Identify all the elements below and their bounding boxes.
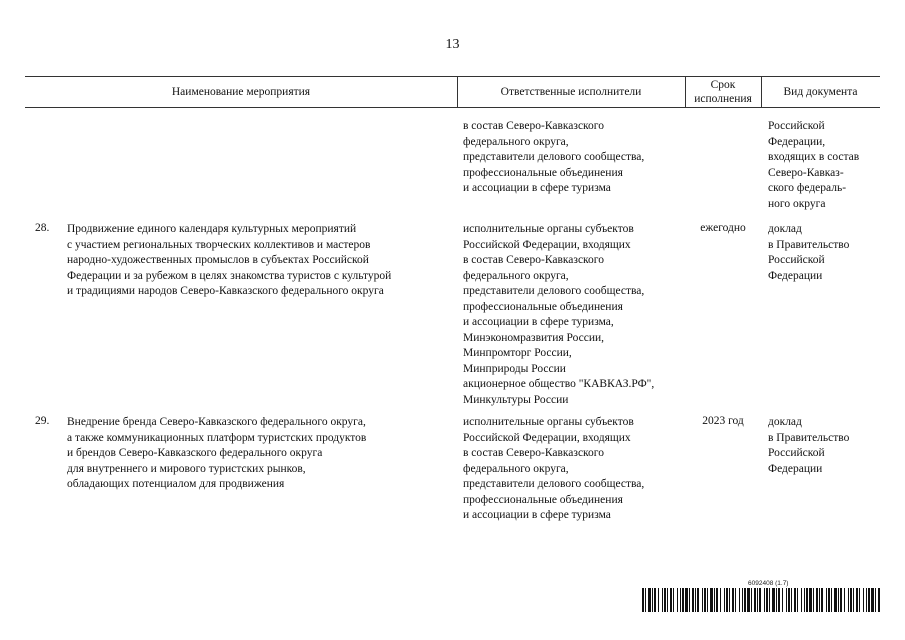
text-line: Федерации и за рубежом в целях знакомства туристов с культурой <box>67 269 392 282</box>
text-line: Минэкономразвития России, <box>463 331 605 344</box>
row-deadline: ежегодно <box>700 222 746 234</box>
text-line: входящих в состав <box>768 151 860 163</box>
text-line: Северо-Кавказ- <box>768 166 844 179</box>
text-line: и ассоциации в сфере туризма <box>463 182 611 194</box>
text-line: исполнительные органы субъектов <box>463 223 634 235</box>
text-line: Российской Федерации, входящих <box>463 431 631 444</box>
row-document <box>768 222 849 284</box>
text-line: профессиональные объединения <box>463 493 623 506</box>
text-line: профессиональные объединения <box>463 300 623 313</box>
header-name: Наименование мероприятия <box>171 85 311 98</box>
text-line: федерального округа, <box>463 135 569 148</box>
text-line: представители делового сообщества, <box>463 478 645 490</box>
row-responsible <box>463 415 644 524</box>
text-line: Российской <box>768 447 825 459</box>
header-deadline-line1: Срок <box>710 78 736 91</box>
text-line: в состав Северо-Кавказского <box>463 447 604 459</box>
text-line: акционерное общество "КАВКАЗ.РФ", <box>463 378 655 390</box>
row-document <box>768 415 849 477</box>
row-number: 29. <box>35 415 50 427</box>
text-line: народно-художественных промыслов в субъектах Российской <box>67 254 369 266</box>
barcode-icon <box>642 588 880 612</box>
text-line: федерального округа, <box>463 462 569 475</box>
text-line: а также коммуникационных платформ туристских продуктов <box>67 431 367 444</box>
text-line: Федерации <box>768 462 823 475</box>
text-line: профессиональные объединения <box>463 166 623 179</box>
text-line: в состав Северо-Кавказского <box>463 120 604 132</box>
text-line: и традициями народов Северо-Кавказского федерального округа <box>67 285 384 297</box>
row-name <box>67 222 391 300</box>
text-line: и ассоциации в сфере туризма, <box>463 316 614 328</box>
text-line: доклад <box>768 416 802 428</box>
row-deadline: 2023 год <box>702 415 744 427</box>
text-line: исполнительные органы субъектов <box>463 416 634 428</box>
text-line: Российской <box>768 254 825 266</box>
text-line: представители делового сообщества, <box>463 285 645 297</box>
text-line: для внутреннего и мирового туристских рынков, <box>67 462 306 475</box>
header-deadline <box>685 76 761 107</box>
text-line: представители делового сообщества, <box>463 151 645 163</box>
text-line: Федерации <box>768 269 823 282</box>
text-line: ского федераль- <box>768 182 847 194</box>
text-line: Минприроды России <box>463 362 566 375</box>
text-line: в состав Северо-Кавказского <box>463 254 604 266</box>
continuation-document <box>768 119 859 212</box>
text-line: и брендов Северо-Кавказского федерального округа <box>67 447 323 459</box>
text-line: Внедрение бренда Северо-Кавказского федерального округа, <box>67 416 366 428</box>
continuation-responsible <box>463 119 644 197</box>
text-line: федерального округа, <box>463 269 569 282</box>
row-number: 28. <box>35 222 50 234</box>
text-line: обладающих потенциалом для продвижения <box>67 478 285 490</box>
text-line: Федерации, <box>768 135 826 148</box>
text-line: Российской Федерации, входящих <box>463 238 631 251</box>
row-name <box>67 415 366 493</box>
header-responsible: Ответственные исполнители <box>500 85 642 98</box>
text-line: Минкультуры России <box>463 393 569 406</box>
text-line: Российской <box>768 120 825 132</box>
barcode-label: 6092408 (1.7) <box>748 580 789 587</box>
header-deadline-line2: исполнения <box>694 92 752 105</box>
text-line: с участием региональных творческих коллективов и мастеров <box>67 238 371 251</box>
text-line: доклад <box>768 223 802 235</box>
text-line: в Правительство <box>768 431 850 444</box>
header-document: Вид документа <box>783 85 858 98</box>
text-line: Минпромторг России, <box>463 347 572 359</box>
header-bottom-rule <box>25 107 880 108</box>
text-line: ного округа <box>768 197 826 210</box>
text-line: и ассоциации в сфере туризма <box>463 509 611 521</box>
row-responsible <box>463 222 654 408</box>
text-line: Продвижение единого календаря культурных мероприятий <box>67 223 357 235</box>
text-line: в Правительство <box>768 238 850 251</box>
page-number: 13 <box>445 37 460 52</box>
